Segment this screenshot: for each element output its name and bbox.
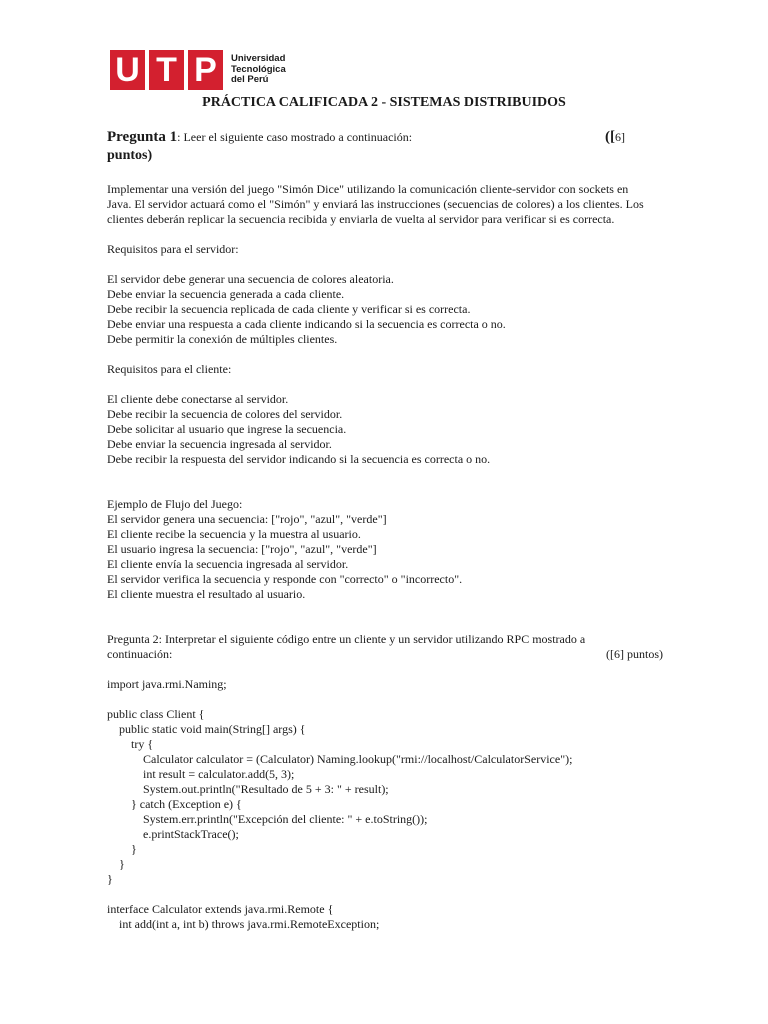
logo-line: Universidad — [231, 53, 286, 65]
list-item: El cliente muestra el resultado al usuario. — [107, 587, 306, 601]
logo-wordmark — [231, 54, 286, 86]
list-item: El cliente debe conectarse al servidor. — [107, 392, 289, 406]
question-1-points — [605, 130, 625, 145]
question-1-points-word: puntos) — [107, 148, 153, 163]
logo-line: Tecnológica — [231, 63, 286, 75]
paragraph-line: clientes deberán replicar la secuencia recibida y enviarla de vuelta al servidor para verificar si es correcta. — [107, 212, 615, 226]
question-2-prompt: Pregunta 2: Interpretar el siguiente código entre un cliente y un servidor utilizando RPC mostrado a — [107, 632, 586, 646]
points-number: 6] — [615, 130, 625, 144]
example-heading: Ejemplo de Flujo del Juego: — [107, 497, 243, 511]
code-line: public class Client { — [107, 707, 205, 721]
list-item: El servidor verifica la secuencia y responde con "correcto" o "incorrecto". — [107, 572, 463, 586]
question-1-prompt: : Leer el siguiente caso mostrado a continuación: — [177, 130, 413, 144]
utp-logo — [110, 50, 286, 90]
logo-letter-t: T — [149, 50, 184, 90]
client-code-block — [107, 707, 667, 887]
list-item: Debe recibir la secuencia de colores del servidor. — [107, 407, 343, 421]
code-import-line: import java.rmi.Naming; — [107, 677, 227, 691]
paragraph-line: Implementar una versión del juego "Simón Dice" utilizando la comunicación cliente-servidor con sockets en — [107, 182, 629, 196]
code-line: interface Calculator extends java.rmi.Remote { — [107, 902, 334, 916]
logo-line: del Perú — [231, 74, 269, 86]
list-item: Debe solicitar al usuario que ingrese la secuencia. — [107, 422, 347, 436]
code-line: } — [107, 842, 137, 856]
client-requirements-list — [107, 392, 667, 467]
logo-letter-u: U — [110, 50, 145, 90]
list-item: Debe permitir la conexión de múltiples clientes. — [107, 332, 338, 346]
list-item: El servidor genera una secuencia: ["rojo", "azul", "verde"] — [107, 512, 387, 526]
list-item: Debe recibir la respuesta del servidor indicando si la secuencia es correcta o no. — [107, 452, 491, 466]
list-item: Debe enviar una respuesta a cada cliente indicando si la secuencia es correcta o no. — [107, 317, 506, 331]
server-requirements-heading: Requisitos para el servidor: — [107, 242, 239, 256]
code-line: } — [107, 872, 113, 886]
example-steps-list — [107, 512, 667, 602]
code-line: } — [107, 857, 125, 871]
list-item: El servidor debe generar una secuencia de colores aleatoria. — [107, 272, 394, 286]
client-requirements-heading: Requisitos para el cliente: — [107, 362, 232, 376]
paragraph-line: Java. El servidor actuará como el "Simón" y enviará las instrucciones (secuencias de colores) a los clientes. Los — [107, 197, 644, 211]
interface-code-block — [107, 902, 667, 932]
document-body — [107, 130, 667, 932]
logo-letter-p: P — [188, 50, 223, 90]
code-line: int add(int a, int b) throws java.rmi.RemoteException; — [107, 917, 380, 931]
list-item: El usuario ingresa la secuencia: ["rojo", "azul", "verde"] — [107, 542, 377, 556]
code-line: Calculator calculator = (Calculator) Naming.lookup("rmi://localhost/CalculatorService"); — [107, 752, 573, 766]
list-item: Debe recibir la secuencia replicada de cada cliente y verificar si es correcta. — [107, 302, 471, 316]
list-item: Debe enviar la secuencia generada a cada cliente. — [107, 287, 345, 301]
list-item: Debe enviar la secuencia ingresada al servidor. — [107, 437, 332, 451]
question-2-points: ([6] puntos) — [606, 647, 663, 661]
question-2-continuation: continuación: — [107, 647, 173, 661]
question-1-header — [107, 130, 667, 147]
code-line: public static void main(String[] args) { — [107, 722, 306, 736]
code-line: } catch (Exception e) { — [107, 797, 242, 811]
code-line: int result = calculator.add(5, 3); — [107, 767, 295, 781]
list-item: El cliente envía la secuencia ingresada al servidor. — [107, 557, 349, 571]
question-1-label: Pregunta 1 — [107, 129, 178, 145]
server-requirements-list — [107, 272, 667, 347]
list-item: El cliente recibe la secuencia y la muestra al usuario. — [107, 527, 361, 541]
intro-paragraph — [107, 182, 667, 227]
code-line: try { — [107, 737, 154, 751]
question-2-prompt-line2 — [107, 647, 667, 662]
code-line: System.err.println("Excepción del cliente: " + e.toString()); — [107, 812, 428, 826]
document-title: PRÁCTICA CALIFICADA 2 - SISTEMAS DISTRIBUIDOS — [202, 95, 566, 110]
code-line: System.out.println("Resultado de 5 + 3: " + result); — [107, 782, 389, 796]
points-open: ([ — [605, 129, 615, 145]
code-line: e.printStackTrace(); — [107, 827, 239, 841]
